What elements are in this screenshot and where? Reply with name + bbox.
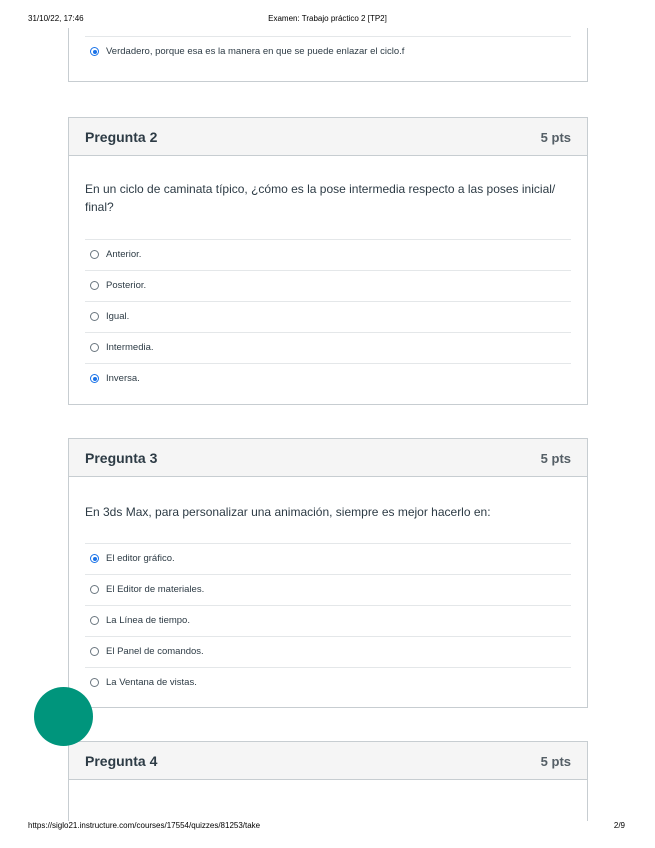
radio-selected-icon[interactable] bbox=[90, 374, 99, 383]
question-header bbox=[69, 118, 587, 156]
answer-option[interactable] bbox=[85, 301, 571, 332]
answer-label: Intermedia. bbox=[106, 342, 154, 353]
radio-icon[interactable] bbox=[90, 343, 99, 352]
print-title: Examen: Trabajo práctico 2 [TP2] bbox=[268, 14, 387, 23]
print-header bbox=[0, 14, 655, 28]
question-header bbox=[69, 439, 587, 477]
answer-option[interactable] bbox=[85, 605, 571, 636]
question-title: Pregunta 3 bbox=[85, 450, 158, 466]
question-card-4 bbox=[68, 741, 588, 821]
answer-option[interactable] bbox=[85, 270, 571, 301]
question-points: 5 pts bbox=[540, 451, 571, 466]
radio-icon[interactable] bbox=[90, 250, 99, 259]
radio-icon[interactable] bbox=[90, 647, 99, 656]
floating-action-button[interactable] bbox=[34, 687, 93, 746]
previous-question-card bbox=[68, 28, 588, 82]
print-page-number: 2/9 bbox=[613, 821, 625, 830]
answer-option[interactable] bbox=[85, 636, 571, 667]
question-points: 5 pts bbox=[540, 754, 571, 769]
answer-list bbox=[85, 239, 571, 394]
answer-option[interactable] bbox=[85, 574, 571, 605]
radio-icon[interactable] bbox=[90, 281, 99, 290]
radio-selected-icon[interactable] bbox=[90, 554, 99, 563]
answer-option[interactable] bbox=[85, 363, 571, 394]
question-text: En 3ds Max, para personalizar una animación, siempre es mejor hacerlo en: bbox=[85, 505, 491, 519]
radio-icon[interactable] bbox=[90, 616, 99, 625]
answer-label: Posterior. bbox=[106, 280, 147, 291]
radio-icon[interactable] bbox=[90, 678, 99, 687]
print-url: https://siglo21.instructure.com/courses/17554/quizzes/81253/take bbox=[28, 821, 261, 830]
answer-option[interactable] bbox=[85, 36, 571, 67]
question-title: Pregunta 4 bbox=[85, 753, 158, 769]
answer-label: El editor gráfico. bbox=[106, 553, 175, 564]
question-points: 5 pts bbox=[540, 130, 571, 145]
question-card-3 bbox=[68, 438, 588, 708]
question-header bbox=[69, 742, 587, 780]
answer-option[interactable] bbox=[85, 667, 571, 698]
answer-label: Verdadero, porque esa es la manera en que se puede enlazar el ciclo.f bbox=[106, 46, 405, 57]
radio-icon[interactable] bbox=[90, 312, 99, 321]
answer-label: Igual. bbox=[106, 311, 130, 322]
answer-label: El Panel de comandos. bbox=[106, 646, 204, 657]
radio-icon[interactable] bbox=[90, 585, 99, 594]
radio-selected-icon[interactable] bbox=[90, 47, 99, 56]
question-title: Pregunta 2 bbox=[85, 129, 158, 145]
answer-label: La Línea de tiempo. bbox=[106, 615, 190, 626]
answer-option[interactable] bbox=[85, 543, 571, 574]
answer-label: La Ventana de vistas. bbox=[106, 677, 197, 688]
answer-label: El Editor de materiales. bbox=[106, 584, 205, 595]
answer-option[interactable] bbox=[85, 332, 571, 363]
question-card-2 bbox=[68, 117, 588, 405]
print-date: 31/10/22, 17:46 bbox=[28, 14, 84, 23]
answer-label: Anterior. bbox=[106, 249, 142, 260]
answer-option[interactable] bbox=[85, 239, 571, 270]
question-text: En un ciclo de caminata típico, ¿cómo es la pose intermedia respecto a las poses inicial/ final? bbox=[85, 182, 556, 214]
answer-list bbox=[85, 543, 571, 698]
answer-label: Inversa. bbox=[106, 373, 140, 384]
